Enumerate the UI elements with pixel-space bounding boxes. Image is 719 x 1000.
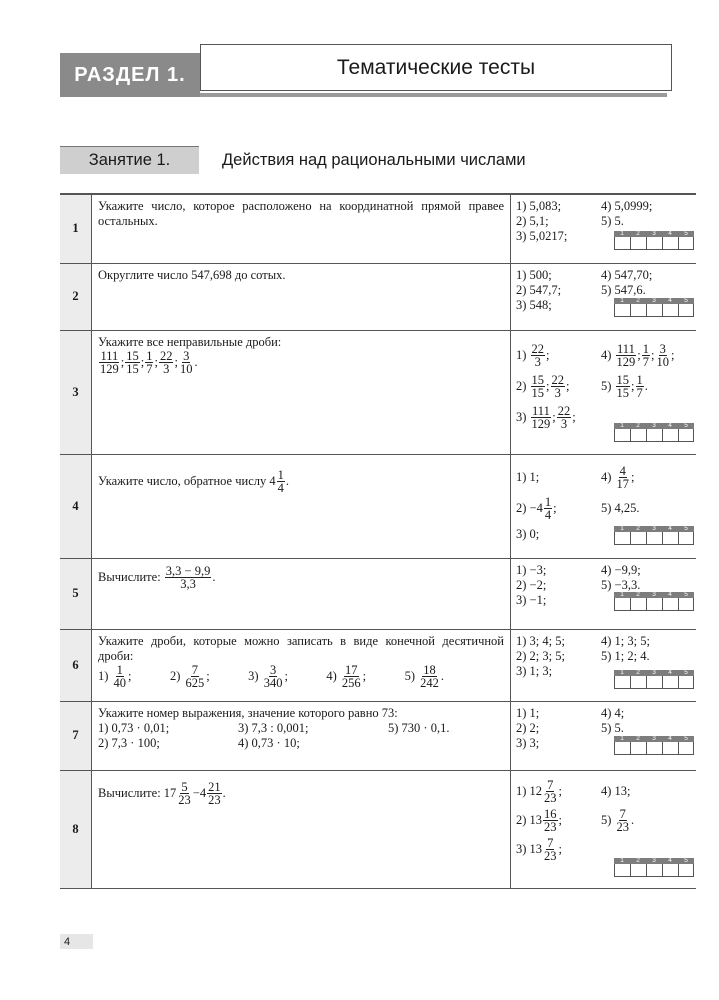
question-text: Вычислите: 3,3 − 9,9 3,3 .: [98, 563, 216, 591]
section-badge: РАЗДЕЛ 1.: [60, 53, 200, 97]
answer-option-3: 3) 13 7 23 ;: [516, 835, 563, 863]
answer-option-2: 2) 5,1;: [516, 214, 549, 228]
answer-option-2: 2) 2;: [516, 720, 540, 735]
answer-entry-box[interactable]: 1 2 3 4 5: [614, 231, 694, 250]
question-number: 4: [60, 454, 92, 558]
answer-option-3: 3) 548;: [516, 297, 552, 312]
answer-option-3: 3) 5,0217;: [516, 229, 568, 243]
answer-option-5: 5) 547,6.: [601, 282, 646, 297]
question-row-1: [60, 194, 696, 263]
question-text-cell: [92, 701, 511, 770]
answer-entry-box[interactable]: 1 2 3 4 5: [614, 298, 694, 317]
page-number: 4: [60, 934, 93, 949]
fraction-list: 111 129 ; 15 15 ; 1 7 ; 22 3 ; 3 10 .: [100, 348, 198, 376]
answer-option-4: 4) 4 17 ;: [601, 463, 635, 491]
question-text: Укажите число, которое расположено на координатной прямой правее остальных.: [98, 199, 504, 228]
answer-option-5: 5) 5.: [601, 720, 624, 735]
answer-option-4: 4) 5,0999;: [601, 199, 653, 213]
question-number: 7: [60, 701, 92, 770]
answer-option-5: 5) 15 15 ; 1 7 .: [601, 372, 648, 400]
answer-option-1: 1) 1;: [516, 469, 540, 484]
answer-option-4: 4) 1; 3; 5;: [601, 633, 650, 648]
answer-option-1: 1) −3;: [516, 562, 547, 577]
answer-options: [516, 335, 691, 430]
answer-option-2: 2) 2; 3; 5;: [516, 648, 565, 663]
question-row-3: [60, 330, 696, 454]
answer-entry-box[interactable]: 1 2 3 4 5: [614, 670, 694, 689]
fraction-options: 1) 1 40 ; 2) 7 625 ; 3) 3 340 ; 4) 17 256 ; 5) 18 242 .: [98, 662, 444, 690]
answer-option-3: 3) 3;: [516, 735, 540, 750]
question-row-6: [60, 629, 696, 701]
question-row-7: [60, 701, 696, 770]
lesson-label: Занятие 1.: [60, 146, 199, 174]
answer-option-2: 2) −2;: [516, 577, 547, 592]
section-title: Тематические тесты: [200, 44, 672, 91]
answer-option-2: 2) 15 15 ; 22 3 ;: [516, 372, 570, 400]
question-number: 3: [60, 330, 92, 454]
answer-option-1: 1) 1;: [516, 705, 540, 720]
question-text: Укажите число, обратное числу 4 1 4 .: [98, 467, 289, 495]
answer-option-3: 3) 111 129 ; 22 3 ;: [516, 403, 576, 431]
question-text: Укажите дроби, которые можно записать в виде конечной десятичной дроби:: [98, 633, 504, 663]
question-text-cell: [92, 770, 511, 888]
answer-option-4: 4) −9,9;: [601, 562, 641, 577]
question-text-cell: [92, 454, 511, 558]
answer-option-3: 3) −1;: [516, 592, 547, 607]
answer-option-2: 2) −4 1 4 ;: [516, 494, 557, 522]
answer-cell: [511, 330, 697, 454]
question-row-8: [60, 770, 696, 888]
question-text-cell: [92, 263, 511, 330]
question-row-5: [60, 558, 696, 629]
question-text-cell: [92, 194, 511, 263]
answer-option-2: 2) 13 16 23 ;: [516, 806, 563, 834]
answer-option-4: 4) 111 129 ; 1 7 ; 3 10 ;: [601, 341, 675, 369]
answer-option-1: 1) 3; 4; 5;: [516, 633, 565, 648]
question-number: 1: [60, 194, 92, 263]
answer-option-4: 4) 4;: [601, 705, 625, 720]
answer-cell: [511, 701, 697, 770]
answer-entry-box[interactable]: 1 2 3 4 5: [614, 736, 694, 755]
question-text-cell: [92, 330, 511, 454]
answer-option-1: 1) 22 3 ;: [516, 341, 550, 369]
answer-entry-box[interactable]: 1 2 3 4 5: [614, 526, 694, 545]
question-row-4: [60, 454, 696, 558]
expression-options: 1) 0,73 · 0,01; 3) 7,3 : 0,001; 5) 730 · 0,1. 2) 7,3 · 100; 4) 0,73 · 10;: [98, 720, 450, 750]
answer-option-5: 5) 4,25.: [601, 500, 640, 515]
lesson-title: Действия над рациональными числами: [222, 150, 526, 169]
answer-option-4: 4) 13;: [601, 783, 631, 798]
answer-option-1: 1) 12 7 23 ;: [516, 777, 563, 805]
answer-option-5: 5) 7 23 .: [601, 806, 635, 834]
answer-cell: [511, 454, 697, 558]
answer-option-5: 5) 5.: [601, 214, 624, 228]
question-text-cell: [92, 629, 511, 701]
answer-cell: [511, 263, 697, 330]
answer-cell: [511, 629, 697, 701]
question-number: 6: [60, 629, 92, 701]
answer-option-3: 3) 1; 3;: [516, 663, 553, 678]
question-text: Вычислите: 17 5 23 −4 21 23 .: [98, 779, 226, 807]
answer-cell: [511, 194, 697, 263]
tests-table: [60, 193, 696, 889]
answer-cell: [511, 558, 697, 629]
answer-options: [516, 775, 691, 862]
answer-option-2: 2) 547,7;: [516, 282, 562, 297]
answer-option-5: 5) −3,3.: [601, 577, 641, 592]
answer-entry-box[interactable]: 1 2 3 4 5: [614, 592, 694, 611]
answer-option-3: 3) 0;: [516, 526, 540, 541]
answer-cell: [511, 770, 697, 888]
question-text: Округлите число 547,698 до сотых.: [98, 267, 286, 282]
answer-option-4: 4) 547,70;: [601, 267, 653, 282]
question-number: 2: [60, 263, 92, 330]
question-number: 5: [60, 558, 92, 629]
question-text: Укажите номер выражения, значение которого равно 73:: [98, 705, 398, 720]
answer-option-1: 1) 500;: [516, 267, 552, 282]
question-number: 8: [60, 770, 92, 888]
question-text: Укажите все неправильные дроби:: [98, 334, 282, 349]
question-row-2: [60, 263, 696, 330]
answer-option-5: 5) 1; 2; 4.: [601, 648, 650, 663]
answer-entry-box[interactable]: 1 2 3 4 5: [614, 423, 694, 442]
answer-entry-box[interactable]: 1 2 3 4 5: [614, 858, 694, 877]
question-text-cell: [92, 558, 511, 629]
answer-option-1: 1) 5,083;: [516, 199, 562, 213]
